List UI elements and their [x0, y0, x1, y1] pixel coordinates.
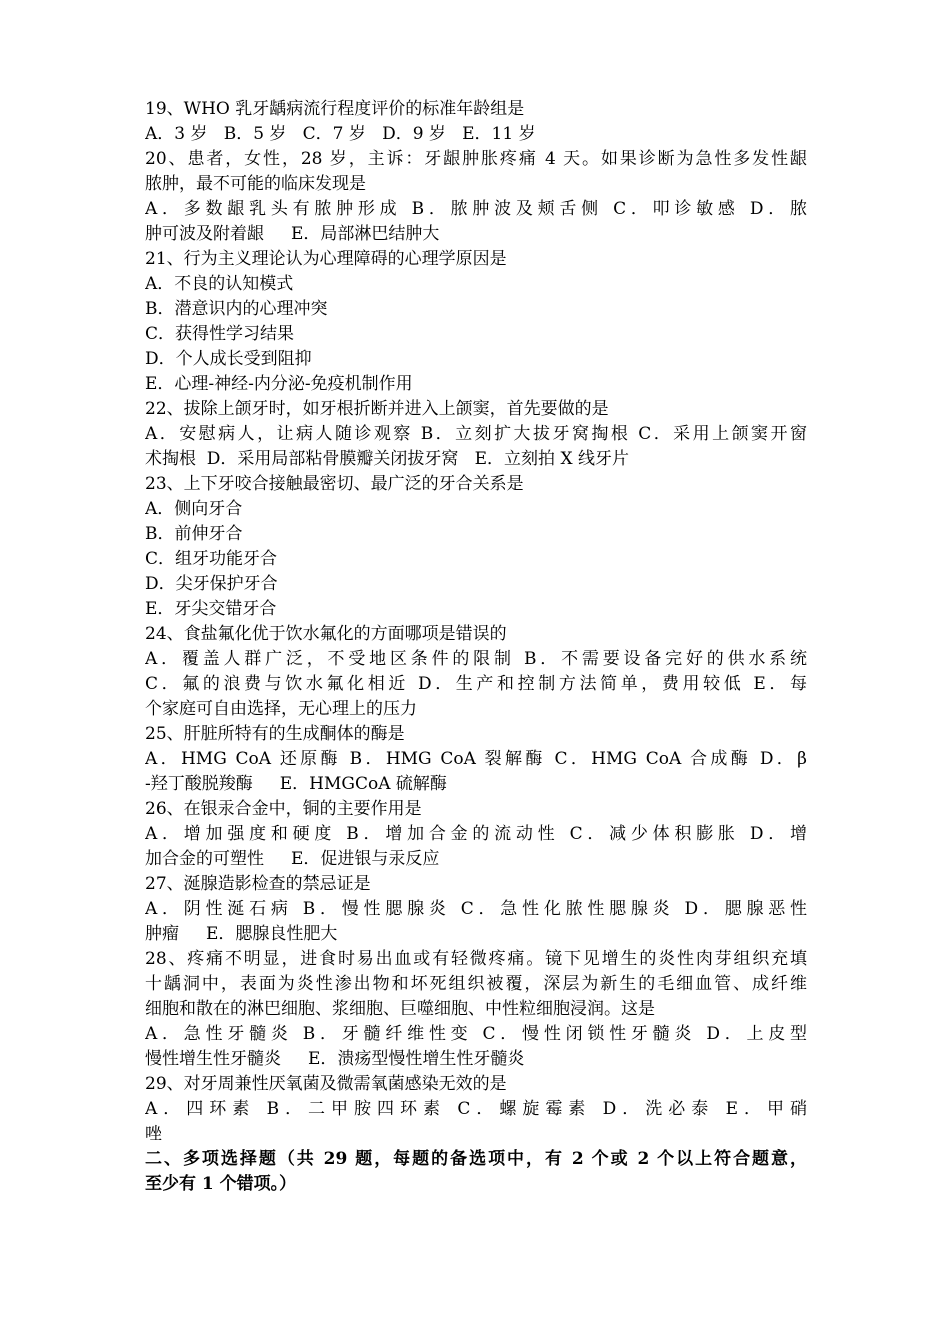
question-21-option-d: D．个人成长受到阻抑 — [145, 349, 312, 369]
question-24-options-line-3: 个家庭可自由选择，无心理上的压力 — [145, 699, 417, 719]
question-21-option-c: C．获得性学习结果 — [145, 324, 295, 344]
question-22-stem: 22、拔除上颌牙时，如牙根折断并进入上颌窦，首先要做的是 — [145, 399, 609, 419]
question-29-stem: 29、对牙周兼性厌氧菌及微需氧菌感染无效的是 — [145, 1074, 507, 1094]
question-28-stem-line-1: 28、疼痛不明显，进食时易出血或有轻微疼痛。镜下见增生的炎性肉芽组织充填 — [145, 949, 807, 969]
question-28-options-line-1: A．急性牙髓炎 B．牙髓纤维性变 C．慢性闭锁性牙髓炎 D．上皮型 — [145, 1024, 807, 1044]
question-24-options-line-2: C．氟的浪费与饮水氟化相近 D．生产和控制方法简单，费用较低 E．每 — [145, 674, 807, 694]
section-heading-line-2: 至少有 1 个错项。） — [145, 1174, 297, 1194]
question-22-options-line-1: A．安慰病人，让病人随诊观察 B．立刻扩大拔牙窝掏根 C．采用上颌窦开窗 — [145, 424, 807, 444]
question-28-options-line-2: 慢性增生性牙髓炎 E．溃疡型慢性增生性牙髓炎 — [145, 1049, 525, 1069]
question-23-stem: 23、上下牙咬合接触最密切、最广泛的牙合关系是 — [145, 474, 524, 494]
question-26-stem: 26、在银汞合金中，铜的主要作用是 — [145, 799, 422, 819]
question-20-stem-line-1: 20、患者，女性，28 岁，主诉：牙龈肿胀疼痛 4 天。如果诊断为急性多发性龈 — [145, 149, 807, 169]
document-page — [145, 97, 807, 1197]
question-23-option-e: E．牙尖交错牙合 — [145, 599, 277, 619]
question-21-stem: 21、行为主义理论认为心理障碍的心理学原因是 — [145, 249, 507, 269]
question-19-options: A．3 岁 B．5 岁 C．7 岁 D．9 岁 E．11 岁 — [145, 124, 536, 144]
question-21-option-a: A．不良的认知模式 — [145, 274, 294, 294]
question-24-stem: 24、食盐氟化优于饮水氟化的方面哪项是错误的 — [145, 624, 507, 644]
question-23-option-b: B．前伸牙合 — [145, 524, 243, 544]
question-27-options-line-1: A．阴性涎石病 B．慢性腮腺炎 C．急性化脓性腮腺炎 D．腮腺恶性 — [145, 899, 807, 919]
question-23-option-a: A．侧向牙合 — [145, 499, 243, 519]
question-25-options-line-2: -羟丁酸脱羧酶 E．HMGCoA 硫解酶 — [145, 774, 447, 794]
question-21-option-b: B．潜意识内的心理冲突 — [145, 299, 328, 319]
question-25-options-line-1: A．HMG CoA 还原酶 B．HMG CoA 裂解酶 C．HMG CoA 合成酶 D．β — [145, 749, 807, 769]
question-24-options-line-1: A．覆盖人群广泛，不受地区条件的限制 B．不需要设备完好的供水系统 — [145, 649, 807, 669]
section-heading-line-1: 二、多项选择题（共 29 题，每题的备选项中，有 2 个或 2 个以上符合题意， — [145, 1149, 807, 1169]
question-23-option-d: D．尖牙保护牙合 — [145, 574, 278, 594]
question-28-stem-line-2: 十龋洞中，表面为炎性渗出物和坏死组织被覆，深层为新生的毛细血管、成纤维 — [145, 974, 807, 994]
question-28-stem-line-3: 细胞和散在的淋巴细胞、浆细胞、巨噬细胞、中性粒细胞浸润。这是 — [145, 999, 655, 1019]
question-27-stem: 27、涎腺造影检查的禁忌证是 — [145, 874, 371, 894]
question-23-option-c: C．组牙功能牙合 — [145, 549, 278, 569]
question-26-options-line-2: 加合金的可塑性 E．促进银与汞反应 — [145, 849, 440, 869]
question-20-options-line-2: 肿可波及附着龈 E．局部淋巴结肿大 — [145, 224, 440, 244]
question-21-option-e: E．心理-神经-内分泌-免疫机制作用 — [145, 374, 413, 394]
question-22-options-line-2: 术掏根 D．采用局部粘骨膜瓣关闭拔牙窝 E．立刻拍 X 线牙片 — [145, 449, 629, 469]
question-29-options-line-2: 唑 — [145, 1124, 162, 1144]
question-27-options-line-2: 肿瘤 E．腮腺良性肥大 — [145, 924, 338, 944]
question-26-options-line-1: A．增加强度和硬度 B．增加合金的流动性 C．减少体积膨胀 D．增 — [145, 824, 807, 844]
question-29-options-line-1: A．四环素 B．二甲胺四环素 C．螺旋霉素 D．洗必泰 E．甲硝 — [145, 1099, 807, 1119]
question-19-stem: 19、WHO 乳牙龋病流行程度评价的标准年龄组是 — [145, 99, 525, 119]
question-20-stem-line-2: 脓肿，最不可能的临床发现是 — [145, 174, 366, 194]
question-25-stem: 25、肝脏所特有的生成酮体的酶是 — [145, 724, 405, 744]
question-20-options-line-1: A．多数龈乳头有脓肿形成 B．脓肿波及颊舌侧 C．叩诊敏感 D．脓 — [145, 199, 807, 219]
